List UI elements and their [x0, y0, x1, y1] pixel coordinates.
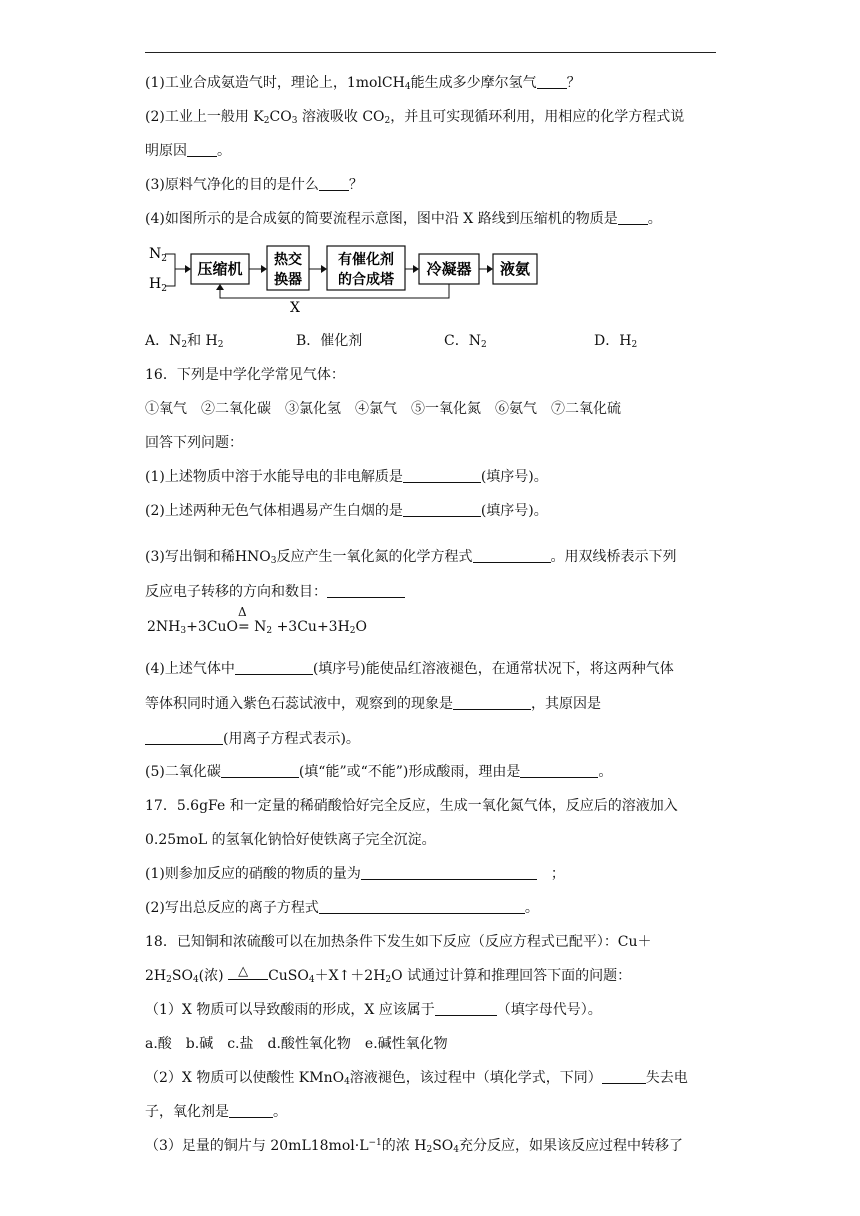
q18-part2: （2）X 物质可以使酸性 KMnO$_4$溶液褪色，该过程中（填化学式，下同） 失去电 [145, 1070, 688, 1087]
q18-stem: 18．已知铜和浓硫酸可以在加热条件下发生如下反应（反应方程式已配平）：Cu＋ [145, 934, 652, 950]
reaction-arrow-line [228, 968, 268, 980]
arrow-head [413, 265, 419, 273]
heat-exchanger-label-1: 热交 [274, 252, 302, 268]
arrow-head [216, 284, 224, 290]
q16-part2: (2)上述两种无色气体相遇易产生白烟的是 (填序号)。 [145, 503, 548, 519]
q16-part4-cont: 等体积同时通入紫色石蕊试液中，观察到的现象是 ，其原因是 [145, 696, 601, 712]
answer-blank[interactable] [520, 763, 598, 778]
liquid-ammonia-label: 液氨 [499, 260, 531, 278]
q18-stem-equation: $2H_2SO_4$(浓) △ $CuSO_4+X↑+2H_2O$ 试通过计算和推理回答下面的问题： [145, 964, 632, 985]
q16-part1: (1)上述物质中溶于水能导电的非电解质是 (填序号)。 [145, 469, 548, 485]
q16-stem: 16．下列是中学化学常见气体： [145, 367, 345, 383]
q16-part3-cont: 反应电子转移的方向和数目： [145, 582, 405, 602]
answer-blank[interactable] [453, 695, 531, 710]
arrow-head [185, 265, 191, 273]
q18-part1: （1）X 物质可以导致酸雨的形成，X 应该属于 （填字母代号）。 [145, 1002, 602, 1018]
q17-stem-cont: 0.25moL 的氢氧化钠恰好使铁离子完全沉淀。 [145, 832, 436, 848]
answer-blank[interactable] [221, 763, 299, 778]
q18-part3: （3）足量的铜片与 $20mL18mol\cdot L^{-1}$的浓 $H_2SO_4$充分反应，如果该反应过程中转移了 [145, 1138, 683, 1155]
q15-part1: (1)工业合成氨造气时，理论上，1molCH$_4$能生成多少摩尔氢气 ？ [145, 75, 581, 92]
option-c[interactable]: C．$N_2$ [444, 333, 487, 350]
recycle-label-x: X [290, 300, 300, 316]
q15-part2-cont: 明原因 。 [145, 143, 231, 159]
answer-blank[interactable] [537, 74, 567, 89]
q18-part1-options: a.酸 b.碱 c.盐 d.酸性氧化物 e.碱性氧化物 [145, 1036, 448, 1052]
compressor-label: 压缩机 [197, 260, 243, 278]
q17-stem: 17．5.6gFe 和一定量的稀硝酸恰好完全反应，生成一氧化氮气体，反应后的溶液加入 [145, 798, 678, 814]
input-h2-label: $H_2$ [149, 276, 167, 294]
answer-blank[interactable] [361, 865, 537, 880]
ammonia-synthesis-flow-diagram [145, 244, 545, 316]
option-a[interactable]: A．$N_2$和 $H_2$ [145, 333, 224, 350]
q18-part2-cont: 子，氧化剂是 。 [145, 1104, 287, 1120]
answer-blank[interactable] [229, 1103, 273, 1118]
q17-part2: (2)写出总反应的离子方程式 。 [145, 900, 539, 916]
q16-part5: (5)二氧化碳 (填“能”或“不能”)形成酸雨，理由是 。 [145, 764, 613, 780]
answer-blank[interactable] [403, 502, 481, 517]
q17-part1: (1)则参加反应的硝酸的物质的量为 ； [145, 866, 565, 882]
answer-blank[interactable] [145, 730, 223, 745]
heat-symbol: △ [238, 964, 249, 979]
answer-blank[interactable] [602, 1069, 646, 1084]
answer-blank[interactable] [327, 583, 405, 598]
heat-exchanger-label-2: 换器 [274, 272, 302, 288]
q16-part4-cont2: (用离子方程式表示)。 [145, 729, 360, 749]
synthesis-tower-label-2: 的合成塔 [338, 272, 394, 288]
arrow-head [487, 265, 493, 273]
reaction-equation-nh3-cuo: $2NH_3+3CuO$ Δ = $N_2 +3Cu+3H_2O$ [147, 617, 367, 637]
answer-blank[interactable] [473, 548, 551, 563]
header-rule [145, 52, 716, 53]
answer-blank[interactable] [435, 1001, 497, 1016]
q16-gas-list: ①氧气 ②二氧化碳 ③氯化氢 ④氯气 ⑤一氧化氮 ⑥氨气 ⑦二氧化硫 [145, 401, 621, 417]
answer-blank[interactable] [319, 176, 349, 191]
option-b[interactable]: B．催化剂 [296, 333, 363, 349]
answer-blank[interactable] [235, 660, 313, 675]
synthesis-tower-label-1: 有催化剂 [338, 252, 394, 268]
arrow-head [261, 265, 267, 273]
condenser-label: 冷凝器 [426, 260, 472, 278]
input-n2-label: $N_2$ [149, 246, 167, 264]
heat-symbol: Δ [237, 605, 247, 619]
option-d[interactable]: D．$H_2$ [594, 333, 638, 350]
q15-part3: (3)原料气净化的目的是什么 ？ [145, 177, 363, 193]
q15-part2: (2)工业上一般用 $K_2CO_3$ 溶液吸收 $CO_2$，并且可实现循环利用，用相应的化学方程式说 [145, 109, 685, 126]
q16-part3: (3)写出铜和稀$HNO_3$反应产生一氧化氮的化学方程式 。用双线桥表示下列 [145, 549, 677, 566]
q15-part4: (4)如图所示的是合成氨的简要流程示意图，图中沿 X 路线到压缩机的物质是 。 [145, 211, 662, 227]
answer-blank[interactable] [319, 899, 525, 914]
answer-blank[interactable] [403, 468, 481, 483]
q16-part4: (4)上述气体中 (填序号)能使品红溶液褪色，在通常状况下，将这两种气体 [145, 661, 674, 677]
q16-ask: 回答下列问题： [145, 435, 243, 451]
answer-blank[interactable] [618, 210, 648, 225]
arrow-head [321, 265, 327, 273]
answer-blank[interactable] [187, 142, 217, 157]
